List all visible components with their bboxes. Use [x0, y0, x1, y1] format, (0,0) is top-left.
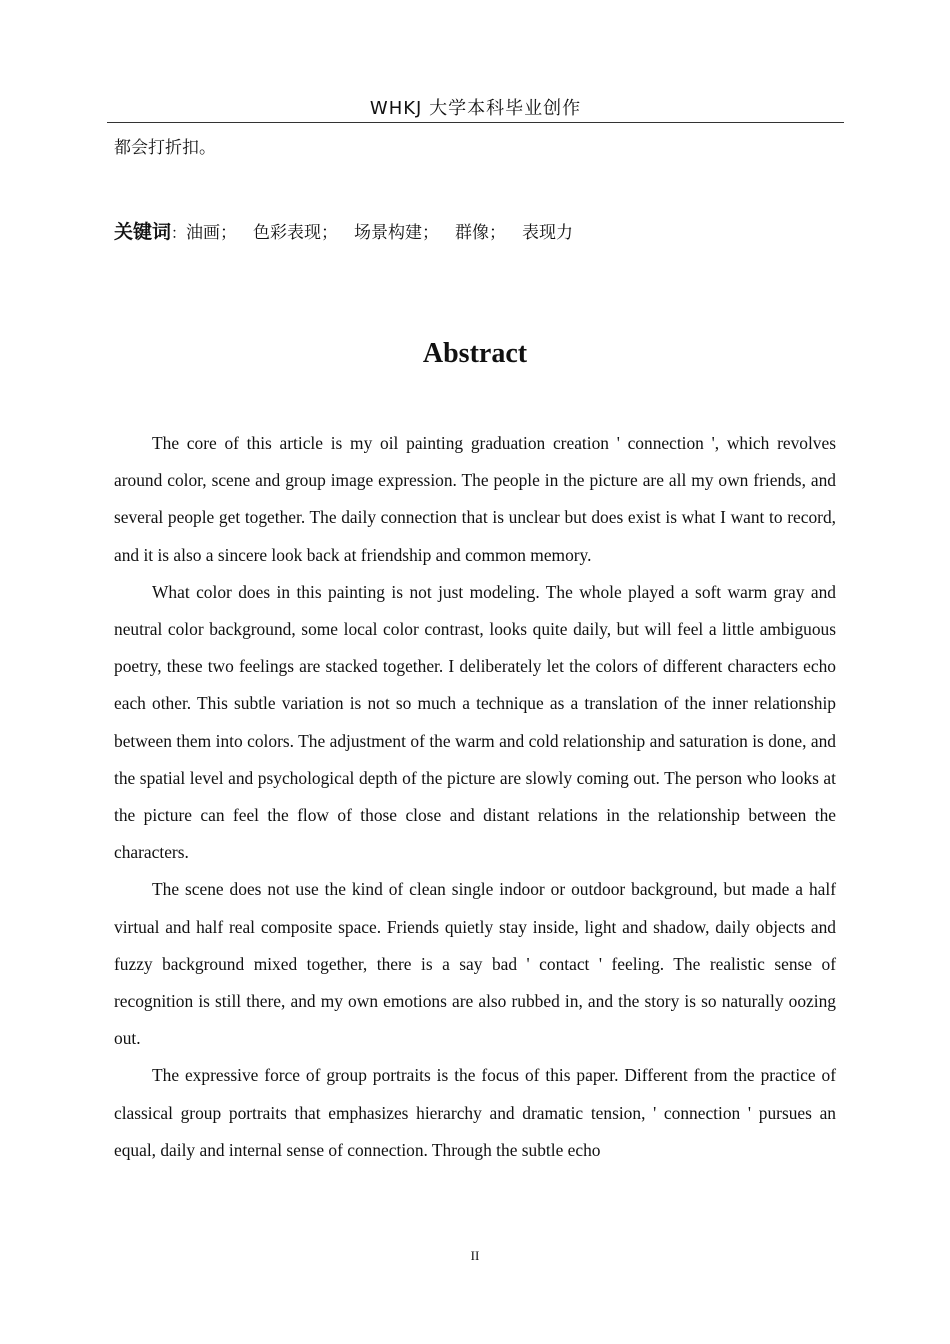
- page-number: II: [470, 1248, 480, 1263]
- keywords-label: 关键词: [114, 221, 172, 243]
- abstract-paragraph: The expressive force of group portraits is the focus of this paper. Different from the practice of classical group portraits that emphasizes hierarchy and dramatic tension, ' connection ' pursues an equal, daily and internal sense of connection. Through the subtle echo: [114, 1065, 836, 1160]
- page-header: WHKJ 大学本科毕业创作: [107, 96, 844, 123]
- abstract-heading: Abstract: [422, 338, 528, 369]
- continuation-text: 都会打折扣。: [114, 138, 216, 158]
- keywords-colon: ：: [171, 224, 187, 242]
- keywords-line: [114, 220, 589, 245]
- keyword-item: 群像；: [455, 223, 507, 243]
- keyword-item: 场景构建；: [354, 223, 440, 243]
- keyword-item: 油画；: [186, 223, 238, 243]
- abstract-paragraph: What color does in this painting is not just modeling. The whole played a soft warm gray and neutral color background, some local color contrast, looks quite daily, but will feel a little ambiguous poetry, these two feelings are stacked together. I deliberately let the colors of different characters echo each other. This subtle variation is not so much a technique as a translation of the inner relationship between them into colors. The adjustment of the warm and cold relationship and saturation is done, and the spatial level and psychological depth of the picture are slowly coming out. The person who looks at the picture can feel the flow of those close and distant relations in the relationship between the characters.: [114, 581, 836, 863]
- keyword-item: 表现力: [522, 223, 574, 243]
- abstract-body: [114, 425, 836, 1169]
- abstract-paragraph: The scene does not use the kind of clean single indoor or outdoor background, but made a half virtual and half real composite space. Friends quietly stay inside, light and shadow, daily objects and fuzzy background mixed together, there is a say bad ' contact ' feeling. The realistic sense of recognition is still there, and my own emotions are also rubbed in, and the story is so naturally oozing out.: [114, 879, 836, 1049]
- keyword-item: 色彩表现；: [253, 223, 339, 243]
- abstract-paragraph: The core of this article is my oil painting graduation creation ' connection ', which revolves around color, scene and group image expression. The people in the picture are all my own friends, and several people get together. The daily connection that is unclear but does exist is what I want to record, and it is also a sincere look back at friendship and common memory.: [114, 433, 836, 565]
